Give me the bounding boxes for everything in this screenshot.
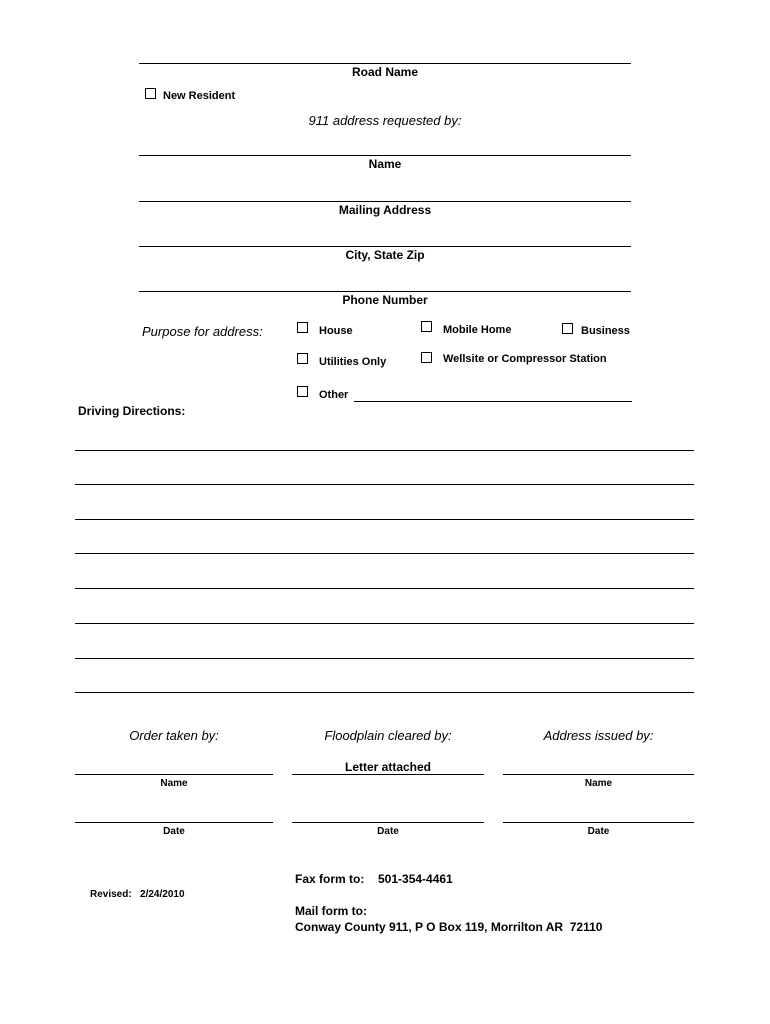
order-taken-name-caption: Name bbox=[160, 778, 188, 789]
other-label: Other bbox=[319, 389, 349, 401]
utilities-only-label: Utilities Only bbox=[319, 356, 387, 368]
new-resident-label: New Resident bbox=[163, 90, 236, 102]
directions-line[interactable] bbox=[75, 588, 694, 589]
name-line[interactable] bbox=[139, 155, 631, 156]
order-taken-label: Order taken by: bbox=[129, 728, 219, 743]
floodplain-date-caption: Date bbox=[377, 826, 399, 837]
floodplain-letter-line[interactable] bbox=[292, 774, 484, 775]
revised-date: Revised: 2/24/2010 bbox=[90, 889, 185, 900]
name-label: Name bbox=[368, 157, 402, 171]
mailing-address-label: Mailing Address bbox=[338, 203, 432, 217]
house-checkbox[interactable] bbox=[297, 322, 308, 333]
city-state-zip-line[interactable] bbox=[139, 246, 631, 247]
address-issued-name-caption: Name bbox=[584, 778, 613, 789]
other-fill-line[interactable] bbox=[354, 401, 632, 402]
address-issued-label: Address issued by: bbox=[543, 728, 654, 743]
directions-line[interactable] bbox=[75, 519, 694, 520]
order-taken-date-caption: Date bbox=[163, 826, 185, 837]
mail-address: Conway County 911, P O Box 119, Morrilton AR 72110 bbox=[295, 920, 603, 934]
directions-line[interactable] bbox=[75, 553, 694, 554]
mail-label: Mail form to: bbox=[295, 904, 367, 918]
order-taken-date-line[interactable] bbox=[75, 822, 273, 823]
road-name-label: Road Name bbox=[351, 65, 419, 79]
directions-line[interactable] bbox=[75, 623, 694, 624]
address-issued-date-caption: Date bbox=[587, 826, 610, 837]
wellsite-label: Wellsite or Compressor Station bbox=[443, 353, 607, 365]
order-taken-name-line[interactable] bbox=[75, 774, 273, 775]
mobile-home-checkbox[interactable] bbox=[421, 321, 432, 332]
house-label: House bbox=[319, 325, 353, 337]
requested-by-label: 911 address requested by: bbox=[308, 113, 462, 128]
phone-number-line[interactable] bbox=[139, 291, 631, 292]
utilities-only-checkbox[interactable] bbox=[297, 353, 308, 364]
driving-directions-label: Driving Directions: bbox=[78, 404, 186, 418]
business-label: Business bbox=[581, 325, 630, 337]
floodplain-date-line[interactable] bbox=[292, 822, 484, 823]
mobile-home-label: Mobile Home bbox=[443, 324, 512, 336]
floodplain-label: Floodplain cleared by: bbox=[324, 728, 452, 743]
address-issued-name-line[interactable] bbox=[503, 774, 694, 775]
road-name-line[interactable] bbox=[139, 63, 631, 64]
business-checkbox[interactable] bbox=[562, 323, 573, 334]
wellsite-checkbox[interactable] bbox=[421, 352, 432, 363]
mailing-address-line[interactable] bbox=[139, 201, 631, 202]
other-checkbox[interactable] bbox=[297, 386, 308, 397]
phone-number-label: Phone Number bbox=[342, 293, 428, 307]
letter-attached-label: Letter attached bbox=[344, 760, 432, 774]
fax-number: 501-354-4461 bbox=[378, 872, 453, 886]
purpose-label: Purpose for address: bbox=[142, 324, 263, 339]
address-issued-date-line[interactable] bbox=[503, 822, 694, 823]
directions-line[interactable] bbox=[75, 658, 694, 659]
directions-line[interactable] bbox=[75, 484, 694, 485]
fax-label: Fax form to: bbox=[295, 872, 365, 886]
city-state-zip-label: City, State Zip bbox=[345, 248, 425, 262]
directions-line[interactable] bbox=[75, 692, 694, 693]
directions-line[interactable] bbox=[75, 450, 694, 451]
new-resident-checkbox[interactable] bbox=[145, 88, 156, 99]
